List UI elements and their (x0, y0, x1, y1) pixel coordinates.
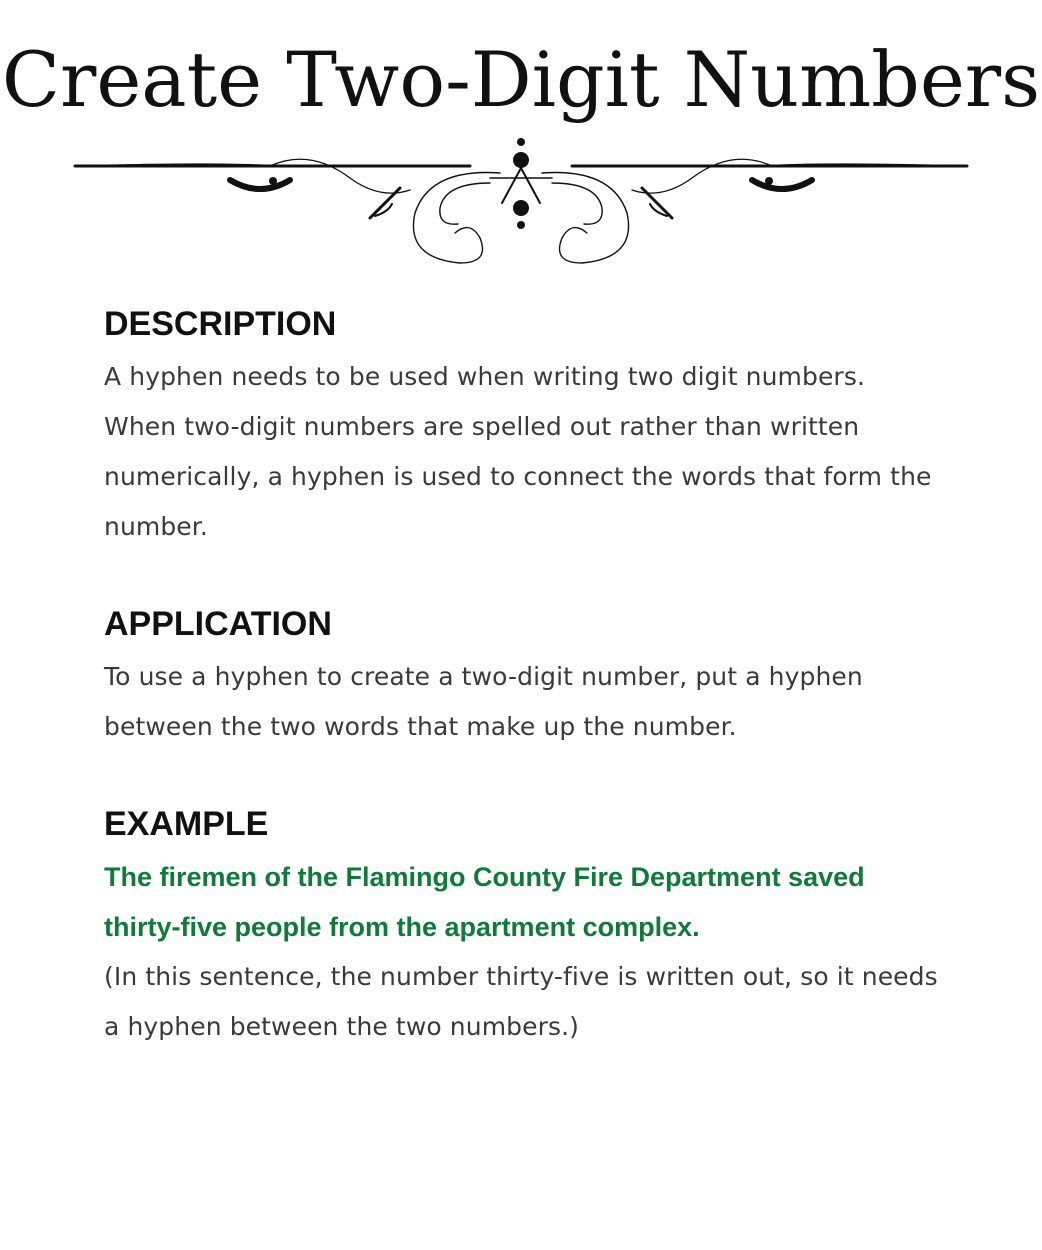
flourish-divider-icon (70, 128, 972, 273)
example-heading: EXAMPLE (104, 805, 269, 843)
description-text: A hyphen needs to be used when writing two digit numbers. When two-digit numbers are spelled out rather than written numerically, a hyphen is used to connect the words that form the number. (104, 362, 932, 541)
description-section (104, 304, 944, 552)
application-text: To use a hyphen to create a two-digit number, put a hyphen between the two words that make up the number. (104, 662, 863, 741)
page-title: Create Two-Digit Numbers (1, 35, 1041, 124)
application-heading: APPLICATION (104, 605, 332, 643)
example-note: (In this sentence, the number thirty-five is written out, so it needs a hyphen between the two numbers.) (104, 962, 938, 1041)
example-sentence: The firemen of the Flamingo County Fire Department saved thirty-five people from the apartment complex. (104, 862, 865, 942)
description-heading: DESCRIPTION (104, 305, 337, 343)
application-section (104, 604, 944, 752)
example-section (104, 804, 944, 1052)
